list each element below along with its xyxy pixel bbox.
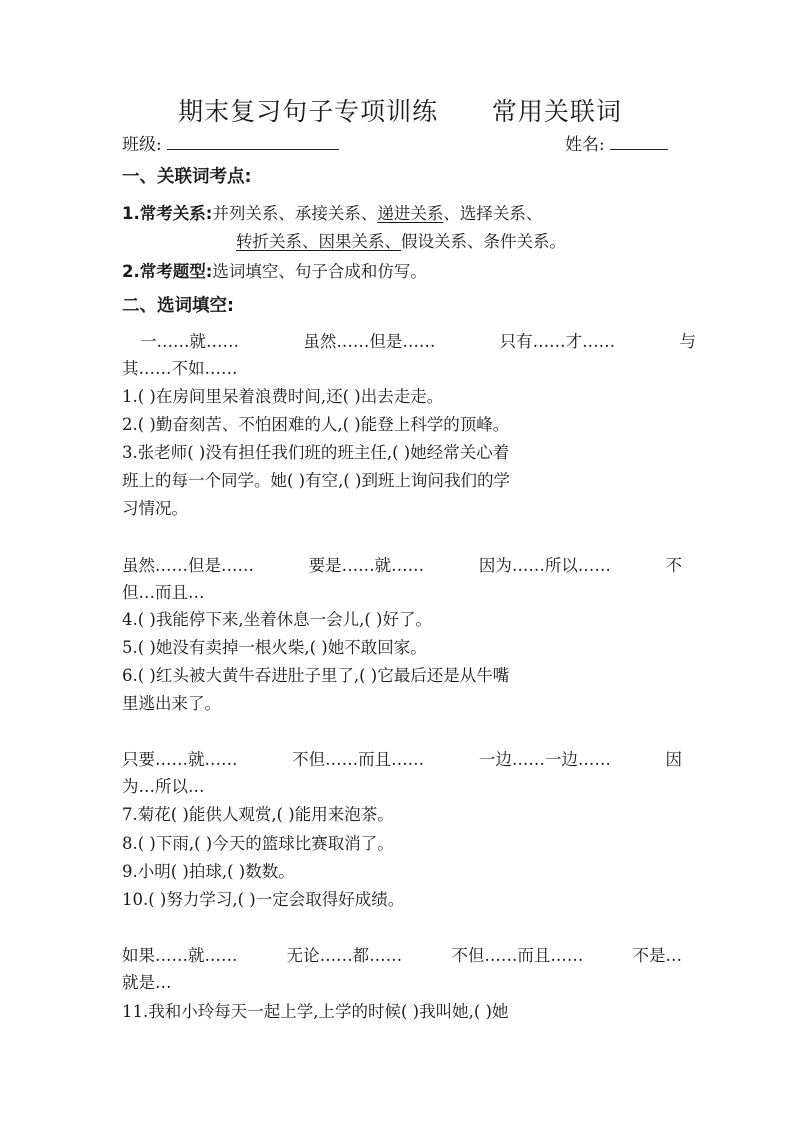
question-line: 11.我和小玲每天一起上学,上学的时候( )我叫她,( )她 (122, 1002, 509, 1021)
word-option: 与 (679, 332, 696, 351)
word-option: 无论……都…… (286, 946, 403, 965)
word-option: 不但……而且…… (451, 946, 584, 965)
question-line: 班上的每一个同学。她( )有空,( )到班上询问我们的学 (122, 471, 510, 490)
question-line: 7.菊花( )能供人观赏,( )能用来泡茶。 (122, 805, 394, 824)
page-title: 期末复习句子专项训练 常用关联词 (178, 97, 622, 126)
word-option: 要是……就…… (308, 556, 425, 575)
name-label: 姓名: (565, 135, 605, 155)
item2-text: 选词填空、句子合成和仿写。 (212, 262, 427, 281)
word-bank-4 (122, 942, 682, 966)
item1-line1 (122, 200, 682, 224)
name-field (565, 130, 668, 155)
section1-heading: 一、关联词考点: (122, 167, 252, 187)
question-line: 2.( )勤奋刻苦、不怕困难的人,( )能登上科学的顶峰。 (122, 415, 510, 434)
word-bank-3-cont: 为…所以… (122, 777, 205, 796)
item1-text-underlined: 递进关系 (377, 204, 444, 223)
item1-text-b: 、选择关系、 (443, 204, 543, 223)
word-option: 因 (665, 750, 682, 769)
word-option: 一……就…… (140, 332, 239, 351)
word-option: 只要……就…… (122, 750, 238, 769)
item1-line2-underlined: 转折关系、因果关系、 (236, 232, 401, 251)
word-bank-3 (122, 746, 682, 770)
item2-label: 2.常考题型: (122, 262, 213, 281)
question-line: 习情况。 (122, 499, 188, 518)
question-line: 9.小明( )拍球,( )数数。 (122, 862, 295, 881)
question-line: 10.( )努力学习,( )一定会取得好成绩。 (122, 890, 405, 909)
word-option: 不是… (632, 946, 682, 965)
class-label: 班级: (122, 135, 162, 155)
question-line: 1.( )在房间里呆着浪费时间,还( )出去走走。 (122, 387, 444, 406)
question-line: 里逃出来了。 (122, 694, 221, 713)
item2-line (122, 258, 682, 282)
class-blank (167, 135, 339, 150)
word-bank-1 (122, 328, 696, 352)
item1-label: 1.常考关系: (122, 204, 213, 223)
name-blank (610, 135, 668, 150)
word-option: 虽然……但是…… (122, 556, 254, 575)
item1-line2-text: 假设关系、条件关系。 (401, 232, 566, 251)
word-option: 只有……才…… (499, 332, 616, 351)
item1-line2 (236, 228, 686, 252)
word-option: 虽然……但是…… (303, 332, 436, 351)
question-line: 3.张老师( )没有担任我们班的班主任,( )她经常关心着 (122, 443, 510, 462)
question-line: 4.( )我能停下来,坐着休息一会儿,( )好了。 (122, 610, 432, 629)
word-bank-1-cont: 其……不如…… (122, 359, 238, 378)
word-option: 一边……一边…… (478, 750, 611, 769)
question-line: 5.( )她没有卖掉一根火柴,( )她不敢回家。 (122, 638, 427, 657)
section2-heading: 二、选词填空: (122, 296, 234, 316)
word-option: 因为……所以…… (478, 556, 611, 575)
word-bank-2 (122, 552, 682, 576)
word-option: 如果……就…… (122, 946, 238, 965)
class-field (122, 130, 339, 155)
word-option: 不但……而且…… (292, 750, 425, 769)
word-bank-4-cont: 就是… (122, 973, 172, 992)
question-line: 6.( )红头被大黄牛吞进肚子里了,( )它最后还是从牛嘴 (122, 666, 510, 685)
question-line: 8.( )下雨,( )今天的篮球比赛取消了。 (122, 834, 394, 853)
word-option: 不 (665, 556, 682, 575)
word-bank-2-cont: 但…而且… (122, 583, 205, 602)
item1-text-a: 并列关系、承接关系、 (212, 204, 378, 223)
